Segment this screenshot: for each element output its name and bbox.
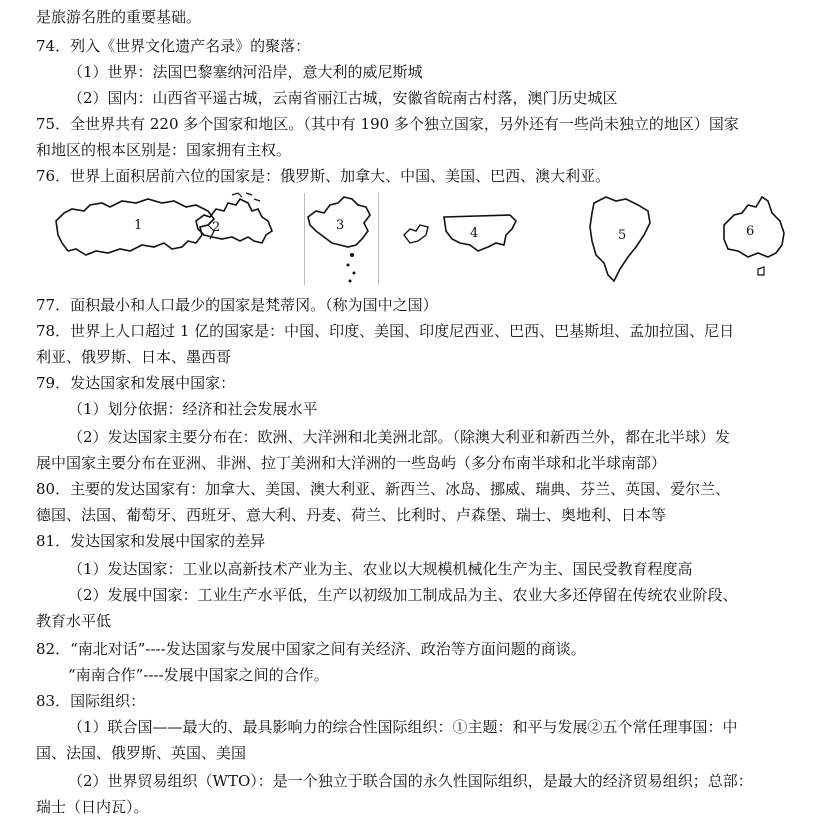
text-line: “南南合作”----发展中国家之间的合作。 (68, 666, 329, 684)
map-china (304, 191, 380, 287)
map-label-1: 1 (134, 218, 143, 233)
section-80-heading: 80．主要的发达国家有：加拿大、美国、澳大利亚、新西兰、冰岛、挪威、瑞典、芬兰、英国、爱尔兰、 (36, 480, 731, 498)
text-line: （1）发达国家：工业以高新技术产业为主、农业以大规模机械化生产为主、国民受教育程度高 (68, 560, 693, 578)
map-label-3: 3 (336, 218, 345, 233)
section-81-heading: 81．发达国家和发展中国家的差异 (36, 532, 266, 550)
text-line: 瑞士（日内瓦）。 (36, 798, 149, 816)
text-line: 利亚、俄罗斯、日本、墨西哥 (36, 348, 232, 366)
text-line: （1）划分依据：经济和社会发展水平 (68, 400, 318, 418)
text-line: 德国、法国、葡萄牙、西班牙、意大利、丹麦、荷兰、比利时、卢森堡、瑞士、奥地利、日本等 (36, 506, 667, 524)
section-82-heading: 82．“南北对话”----发达国家与发展中国家之间有关经济、政治等方面问题的商谈。 (36, 640, 586, 658)
text-line: （2）发展中国家：工业生产水平低，生产以初级加工制成品为主、农业大多还停留在传统农业阶段、 (68, 586, 738, 604)
section-76-heading: 76．世界上面积居前六位的国家是：俄罗斯、加拿大、中国、美国、巴西、澳大利亚。 (36, 167, 611, 185)
section-77-heading: 77．面积最小和人口最少的国家是梵蒂冈。（称为国中之国） (36, 296, 438, 314)
map-canada (192, 191, 276, 261)
text-line: （1）联合国——最大的、最具影响力的综合性国际组织：①主题：和平与发展②五个常任理事国：中 (68, 718, 738, 736)
text-line: 是旅游名胜的重要基础。 (36, 8, 202, 26)
map-label-2: 2 (212, 220, 221, 235)
figure-divider (378, 193, 379, 285)
text-line: 教育水平低 (36, 612, 112, 630)
section-83-heading: 83．国际组织： (36, 692, 146, 710)
section-78-heading: 78．世界上人口超过 1 亿的国家是：中国、印度、美国、印度尼西亚、巴西、巴基斯坦、孟加拉国、尼日 (36, 322, 735, 340)
section-75-heading: 75．全世界共有 220 多个国家和地区。（其中有 190 多个独立国家，另外还有一些尚未独立的地区）国家 (36, 115, 739, 133)
country-maps-figure (40, 191, 780, 291)
map-label-5: 5 (618, 228, 627, 243)
text-line: 和地区的根本区别是：国家拥有主权。 (36, 141, 292, 159)
map-label-6: 6 (746, 224, 755, 239)
text-line: （2）国内：山西省平遥古城，云南省丽江古城，安徽省皖南古村落，澳门历史城区 (68, 89, 618, 107)
text-line: （1）世界：法国巴黎塞纳河沿岸，意大利的威尼斯城 (68, 63, 423, 81)
section-74-heading: 74．列入《世界文化遗产名录》的聚落： (36, 37, 311, 55)
text-line: （2）世界贸易组织（WTO）：是一个独立于联合国的永久性国际组织，是最大的经济贸易组织；总部： (68, 772, 753, 790)
map-brazil (586, 191, 656, 287)
map-usa (400, 191, 524, 261)
map-label-4: 4 (470, 226, 479, 241)
text-line: 展中国家主要分布在亚洲、非洲、拉丁美洲和大洋洲的一些岛屿（多分布南半球和北半球南部） (36, 454, 667, 472)
map-australia (718, 191, 790, 287)
text-line: （2）发达国家主要分布在：欧洲、大洋洲和北美洲北部。（除澳大利亚和新西兰外，都在北半球）发 (68, 428, 731, 446)
section-79-heading: 79．发达国家和发展中国家： (36, 374, 236, 392)
text-line: 国、法国、俄罗斯、英国、美国 (36, 744, 247, 762)
